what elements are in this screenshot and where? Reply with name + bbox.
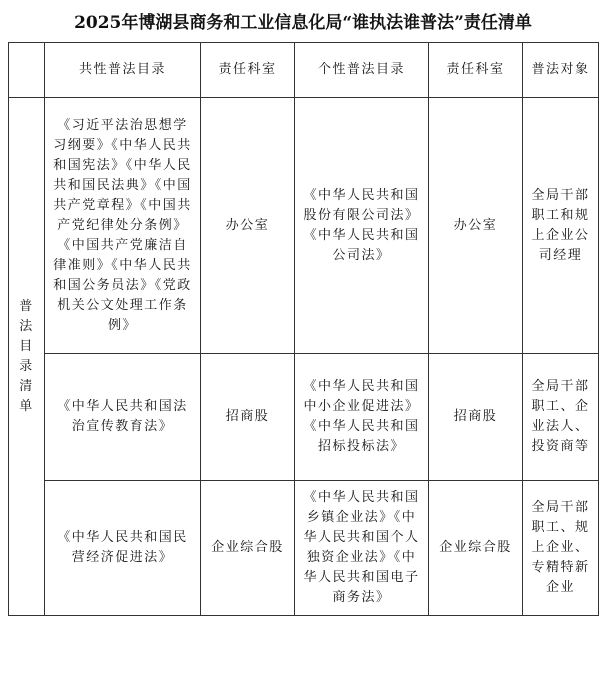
common-laws-cell: 《中华人民共和国民营经济促进法》: [45, 481, 201, 616]
common-laws-cell: 《习近平法治思想学习纲要》《中华人民共和国宪法》《中华人民共和国民法典》《中国共产党章程》《中国共产党纪律处分条例》《中国共产党廉洁自律准则》《中华人民共和国公务员法》《党政机关公文处理工作条例》: [45, 98, 201, 354]
dept-cell: 办公室: [201, 98, 295, 354]
common-laws-cell: 《中华人民共和国法治宣传教育法》: [45, 354, 201, 481]
target-cell: 全局干部职工、规上企业、专精特新企业: [523, 481, 599, 616]
header-common-laws: 共性普法目录: [45, 43, 201, 98]
row-group-label: 普 法 目 录 清 单: [9, 98, 45, 616]
target-cell: 全局干部职工、企业法人、投资商等: [523, 354, 599, 481]
dept-cell: 企业综合股: [201, 481, 295, 616]
document-title: 2025年博湖县商务和工业信息化局“谁执法谁普法”责任清单: [74, 13, 532, 33]
table-row: [9, 481, 599, 616]
header-target: 普法对象: [523, 43, 599, 98]
header-dept-2: 责任科室: [429, 43, 523, 98]
specific-laws-cell: 《中华人民共和国乡镇企业法》《中华人民共和国个人独资企业法》《中华人民共和国电子商务法》: [295, 481, 429, 616]
dept-cell: 招商股: [201, 354, 295, 481]
header-specific-laws: 个性普法目录: [295, 43, 429, 98]
table-row: [9, 98, 599, 354]
target-cell: 全局干部职工和规上企业公司经理: [523, 98, 599, 354]
dept-cell: 办公室: [429, 98, 523, 354]
table-header-row: [9, 43, 599, 98]
dept-cell: 招商股: [429, 354, 523, 481]
header-dept-1: 责任科室: [201, 43, 295, 98]
specific-laws-cell: 《中华人民共和国中小企业促进法》《中华人民共和国招标投标法》: [295, 354, 429, 481]
dept-cell: 企业综合股: [429, 481, 523, 616]
specific-laws-cell: 《中华人民共和国股份有限公司法》《中华人民共和国公司法》: [295, 98, 429, 354]
table-row: [9, 354, 599, 481]
header-blank-cell: [9, 43, 45, 98]
responsibility-table: [8, 42, 599, 616]
